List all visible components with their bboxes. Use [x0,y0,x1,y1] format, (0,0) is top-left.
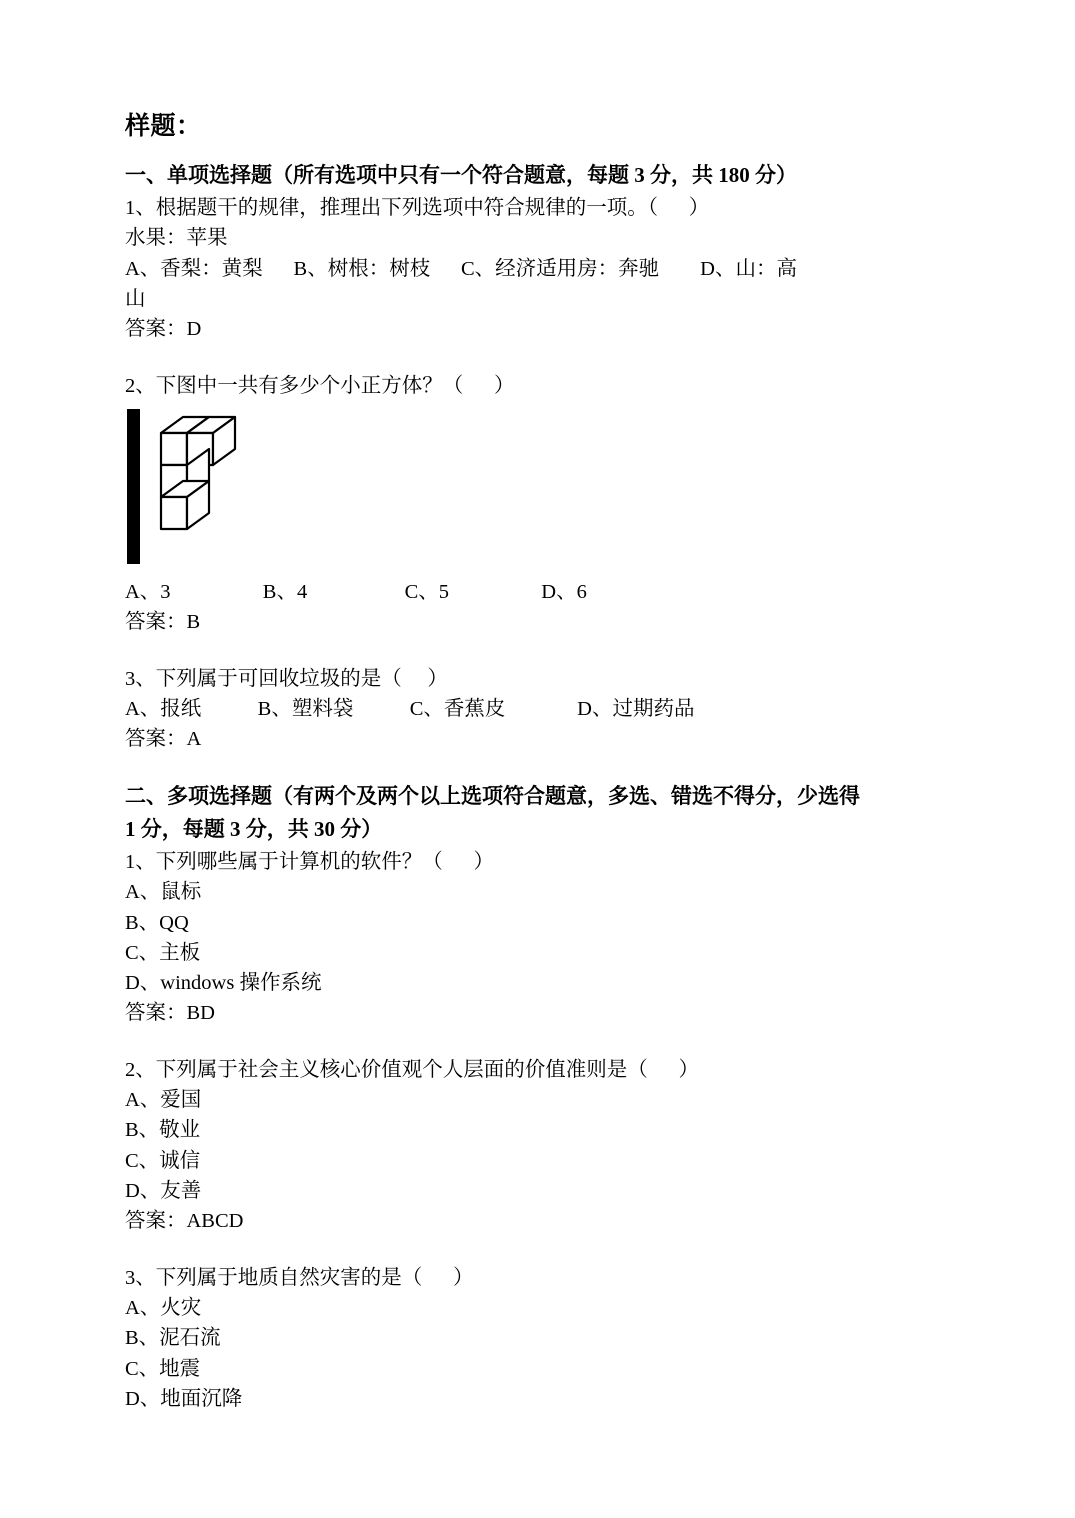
cube-stack-figure [125,409,935,567]
question-options-wrap: 山 [125,288,146,311]
question-option: D、友善 [125,1180,202,1203]
question-option: A、鼠标 [125,881,202,904]
question-stem: 2、下图中一共有多少个小正方体？（ ） [125,374,515,397]
question-answer: 答案：B [125,611,201,634]
page-title: 样题： [125,113,202,140]
spacer [125,638,935,664]
cube-stack-icon [143,407,283,567]
question-answer: 答案：BD [125,1002,215,1025]
question-extra: 水果：苹果 [125,227,228,250]
question-stem: 2、下列属于社会主义核心价值观个人层面的价值准则是（ ） [125,1058,699,1081]
spacer [125,1237,935,1263]
figure-left-bar [127,409,140,564]
section-heading: 一、单项选择题（所有选项中只有一个符合题意，每题 3 分，共 180 分） [125,163,797,187]
question-options: A、报纸 B、塑料袋 C、香蕉皮 D、过期药品 [125,698,695,721]
question-stem: 3、下列属于可回收垃圾的是（ ） [125,667,448,690]
question-stem: 1、下列哪些属于计算机的软件？（ ） [125,850,494,873]
question-stem: 3、下列属于地质自然灾害的是（ ） [125,1266,474,1289]
document-body [125,112,935,1414]
question-option: C、诚信 [125,1149,201,1172]
question-option: C、主板 [125,941,201,964]
question-answer: 答案：ABCD [125,1210,244,1233]
question-option: C、地震 [125,1357,201,1380]
section-single-choice [125,160,935,755]
question-option: A、火灾 [125,1297,202,1320]
section-heading: 二、多项选择题（有两个及两个以上选项符合题意，多选、错选不得分，少选得 [125,783,860,808]
question-options: A、3 B、4 C、5 D、6 [125,581,587,604]
section-multi-choice [125,781,935,1415]
question-options: A、香梨：黄梨 B、树根：树枝 C、经济适用房：奔驰 D、山：高 [125,257,797,280]
question-option: D、windows 操作系统 [125,972,322,995]
question-answer: 答案：A [125,728,202,751]
question-option: B、泥石流 [125,1327,221,1350]
spacer [125,345,935,371]
spacer [125,1029,935,1055]
section-heading-cont: 1 分，每题 3 分，共 30 分） [125,816,383,841]
question-option: D、地面沉降 [125,1388,243,1411]
question-answer: 答案：D [125,318,202,341]
question-option: B、QQ [125,911,189,934]
spacer [125,755,935,781]
question-stem: 1、根据题干的规律，推理出下列选项中符合规律的一项。（ ） [125,197,710,220]
question-option: A、爱国 [125,1089,202,1112]
question-option: B、敬业 [125,1119,201,1142]
